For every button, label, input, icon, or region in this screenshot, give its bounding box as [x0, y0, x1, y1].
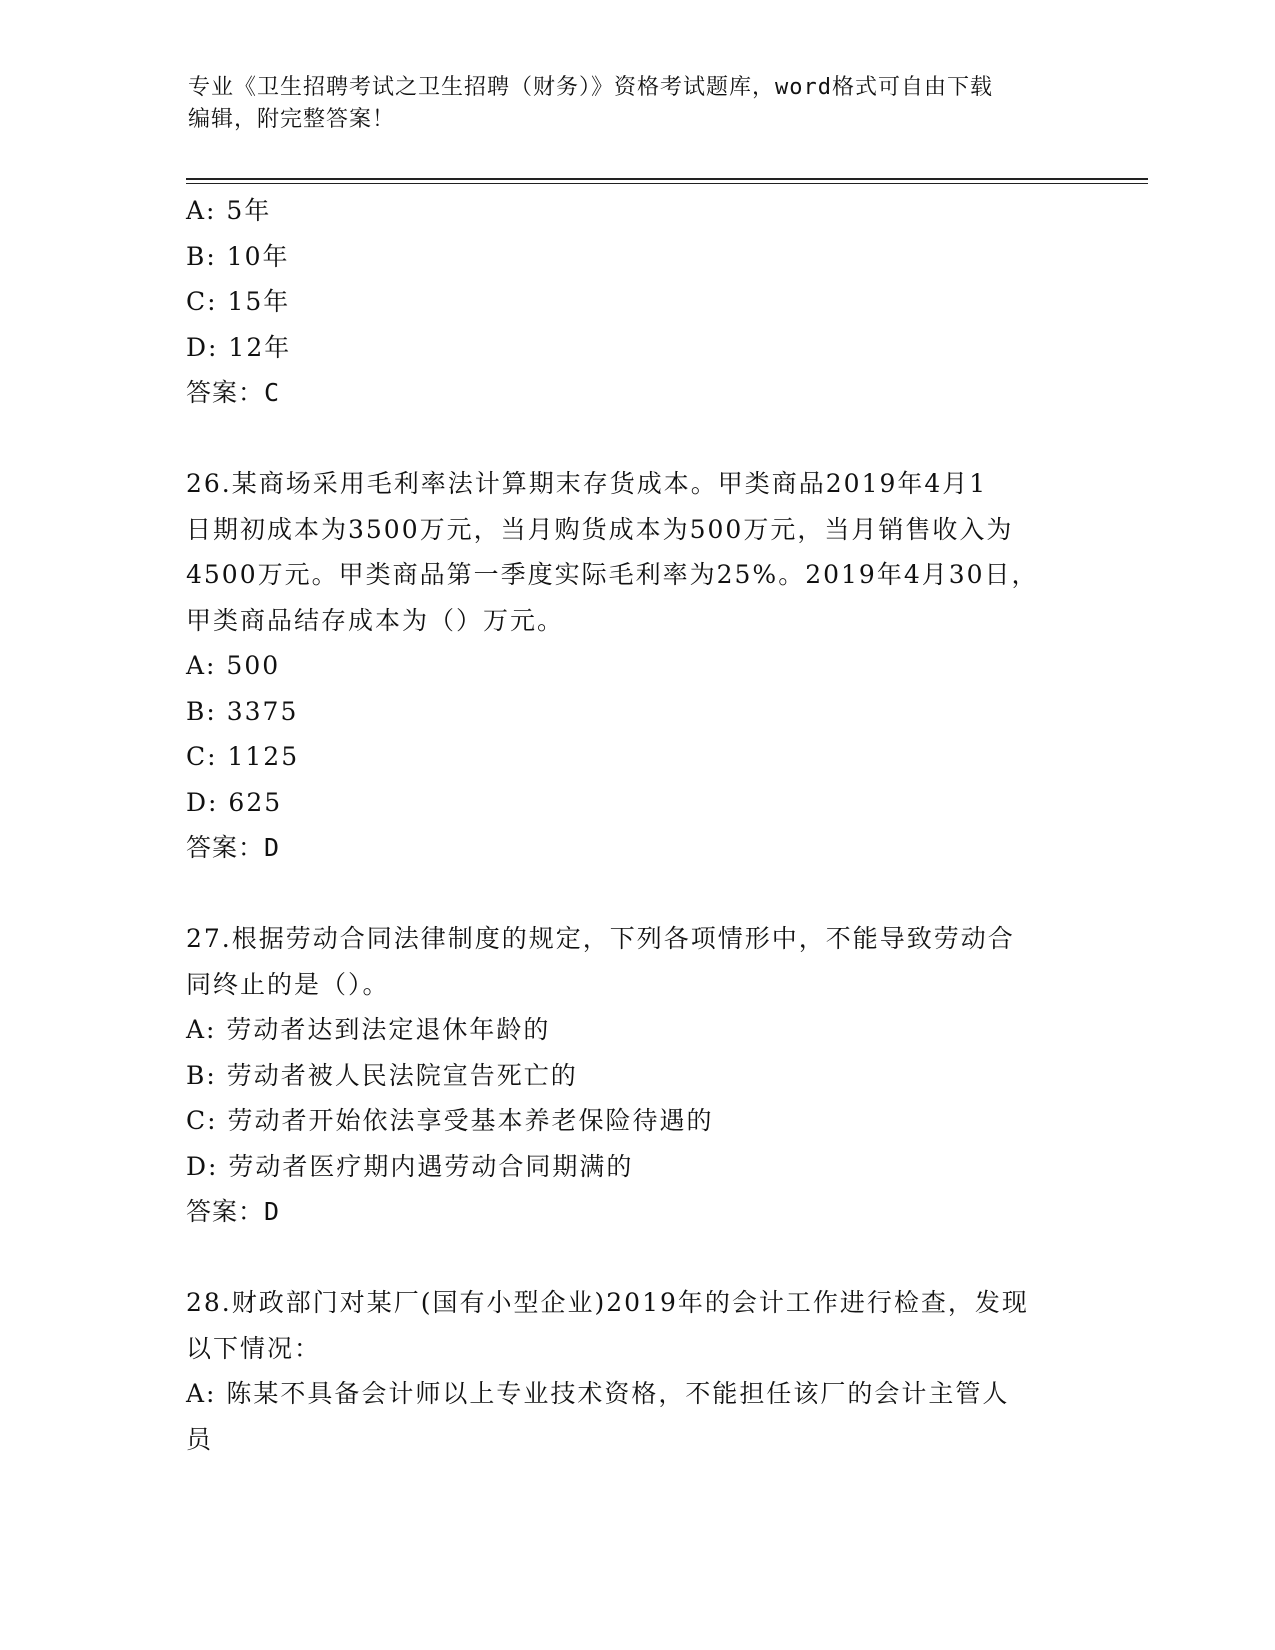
option-c: C: 15年	[186, 287, 291, 316]
option-a: A: 劳动者达到法定退休年龄的	[186, 1015, 551, 1044]
document-body	[186, 188, 1086, 1462]
option-a: A: 陈某不具备会计师以上专业技术资格，不能担任该厂的会计主管人	[186, 1379, 1010, 1408]
option-d: D: 12年	[186, 332, 292, 362]
question-26	[186, 461, 1086, 871]
spacer	[186, 871, 1086, 917]
answer: 答案：C	[186, 378, 281, 407]
option-b: B: 10年	[186, 241, 290, 271]
spacer	[186, 1235, 1086, 1281]
question-stem-line: 28.财政部门对某厂(国有小型企业)2019年的会计工作进行检查，发现	[186, 1288, 1029, 1317]
header-divider-thick	[186, 178, 1148, 180]
option-b: B: 劳动者被人民法院宣告死亡的	[186, 1060, 578, 1090]
question-28	[186, 1280, 1086, 1462]
option-d: D: 劳动者医疗期内遇劳动合同期满的	[186, 1151, 634, 1181]
question-stem-line: 甲类商品结存成本为（）万元。	[186, 605, 565, 635]
question-stem-line: 27.根据劳动合同法律制度的规定，下列各项情形中，不能导致劳动合	[186, 924, 1015, 953]
document-header	[188, 72, 1068, 136]
option-a: A: 500	[186, 651, 281, 680]
question-stem-line: 4500万元。甲类商品第一季度实际毛利率为25%。2019年4月30日，	[186, 560, 1039, 589]
question-stem-line: 同终止的是（）。	[186, 969, 390, 999]
option-d: D: 625	[186, 787, 283, 817]
question-stem-line: 以下情况：	[186, 1333, 322, 1363]
answer: 答案：D	[186, 1197, 281, 1226]
option-c: C: 1125	[186, 742, 300, 771]
question-stem-line: 日期初成本为3500万元，当月购货成本为500万元，当月销售收入为	[186, 514, 1014, 544]
option-a-continued: 员	[186, 1424, 214, 1454]
answer: 答案：D	[186, 833, 281, 862]
option-c: C: 劳动者开始依法享受基本养老保险待遇的	[186, 1106, 714, 1135]
header-divider-thin	[186, 183, 1148, 184]
question-27	[186, 916, 1086, 1235]
header-line-2: 编辑，附完整答案！	[188, 107, 396, 132]
header-line-1: 专业《卫生招聘考试之卫生招聘（财务）》资格考试题库，word格式可自由下载	[188, 75, 993, 100]
option-b: B: 3375	[186, 696, 299, 726]
option-a: A: 5年	[186, 196, 272, 225]
question-25	[186, 188, 1086, 416]
question-stem-line: 26.某商场采用毛利率法计算期末存货成本。甲类商品2019年4月1	[186, 469, 988, 498]
spacer	[186, 416, 1086, 462]
